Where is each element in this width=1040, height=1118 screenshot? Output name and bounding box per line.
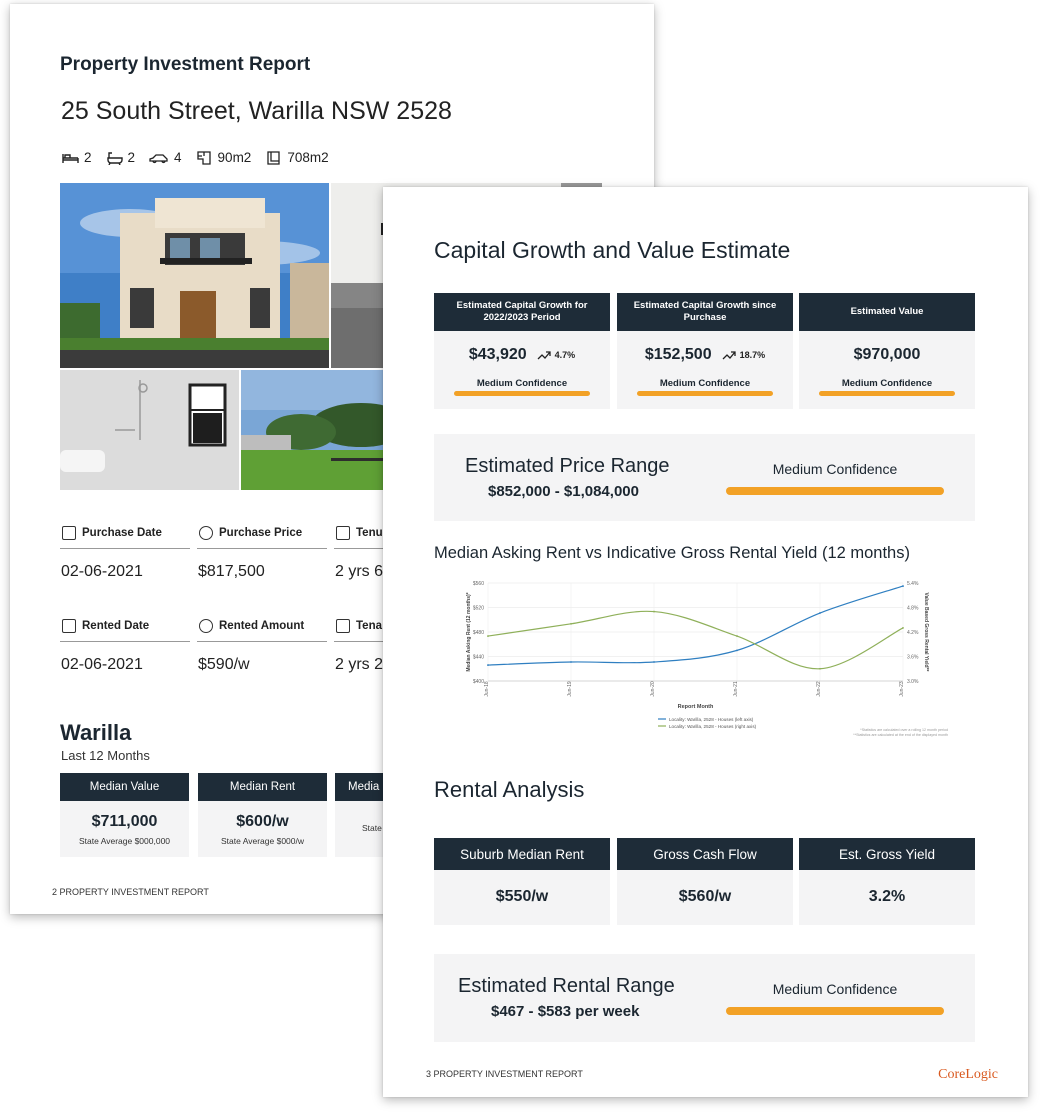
divider [197, 548, 327, 549]
card-value: $152,500 [644, 346, 712, 363]
point-yield [487, 635, 489, 637]
point-yield [819, 668, 821, 670]
series-line-yield [488, 611, 903, 668]
chart-title: Median Asking Rent vs Indicative Gross Rental Yield (12 months) [434, 544, 910, 562]
rented-amount-value: $590/w [198, 656, 250, 673]
point-rent [902, 585, 904, 587]
price-range-box [434, 434, 975, 521]
card-heading: Gross Cash Flow [617, 838, 793, 870]
median-rent-card [198, 773, 327, 857]
rented-date-value: 02-06-2021 [61, 656, 143, 673]
y-tick-label: $480 [472, 630, 484, 636]
divider [197, 641, 327, 642]
range-confidence: Medium Confidence [772, 981, 898, 997]
suburb-period: Last 12 Months [61, 748, 150, 763]
point-rent [487, 664, 489, 666]
feature-land-area: 708m2 [265, 150, 328, 165]
point-yield [736, 635, 738, 637]
card-heading: Suburb Median Rent [434, 838, 610, 870]
calendar-12-icon [336, 619, 350, 633]
suburb-median-rent-card [434, 838, 610, 925]
feature-bedrooms: 2 [62, 150, 92, 165]
point-yield [653, 611, 655, 613]
card-value: 3.2% [868, 888, 906, 905]
point-rent [819, 612, 821, 614]
card-heading: Estimated Capital Growth for 2022/2023 Period [434, 293, 610, 331]
bath-icon [106, 151, 123, 165]
card-heading: Est. Gross Yield [799, 838, 975, 870]
chart-note: *Statistics are calculated over a rolling 12 month period [860, 728, 948, 732]
stat-subtext: State Average $000/w [220, 836, 305, 846]
purchase-date-value: 02-06-2021 [61, 563, 143, 580]
feature-bathrooms: 2 [106, 150, 136, 165]
y-axis-label: Median Asking Rent (12 months)* [466, 592, 472, 672]
feature-floor-area: 90m2 [196, 150, 252, 165]
x-tick-label: Jun-18 [484, 681, 490, 697]
chart-note: **Statistics are calculated at the end of the displayed month [853, 733, 948, 737]
series-line-rent [488, 586, 903, 665]
report-page-3 [383, 187, 1028, 1097]
card-value: $560/w [678, 888, 732, 905]
corelogic-logo: CoreLogic [938, 1067, 998, 1082]
y-tick-label: $560 [472, 581, 484, 587]
tenure-label: Tenu [336, 526, 383, 540]
point-yield [570, 623, 572, 625]
gross-cash-flow-card [617, 838, 793, 925]
confidence-label: Medium Confidence [659, 378, 751, 389]
range-title: Estimated Rental Range [458, 975, 675, 997]
est-gross-yield-card [799, 838, 975, 925]
rental-range-box [434, 954, 975, 1042]
card-heading: Estimated Capital Growth since Purchase [617, 293, 793, 331]
purchase-price-value: $817,500 [198, 563, 265, 580]
x-tick-label: Jun-19 [567, 681, 573, 697]
purchase-date-label: Purchase Date [62, 526, 162, 540]
growth-percent: 18.7% [722, 350, 766, 360]
y-tick-label: $440 [472, 654, 484, 661]
dollar-circle-icon [199, 526, 213, 540]
legend-label: Locality: Warilla, 2528 - Houses (right axis) [669, 723, 757, 729]
estimated-value-card [799, 293, 975, 409]
calendar-check-icon [62, 526, 76, 540]
card-value: $43,920 [468, 346, 527, 363]
rented-amount-label: Rented Amount [199, 619, 304, 633]
x-axis-label: Report Month [677, 704, 714, 710]
confidence-label: Medium Confidence [841, 378, 933, 389]
x-tick-label: Jun-20 [650, 681, 656, 697]
y-right-tick-label: 4.8% [907, 605, 919, 612]
x-tick-label: Jun-22 [816, 681, 822, 697]
rental-analysis-title: Rental Analysis [434, 777, 585, 802]
tenancy-value: 2 yrs 2 [335, 656, 384, 673]
range-value: $852,000 - $1,084,000 [488, 483, 639, 500]
trend-up-icon [722, 351, 736, 360]
rented-date-label: Rented Date [62, 619, 149, 633]
point-yield [902, 627, 904, 629]
y-right-tick-label: 3.0% [907, 679, 919, 685]
y-right-tick-label: 3.6% [907, 654, 919, 661]
purchase-price-label: Purchase Price [199, 526, 302, 540]
tenancy-label: Tena [336, 619, 382, 633]
y-tick-label: $520 [472, 605, 484, 612]
capital-growth-title: Capital Growth and Value Estimate [434, 237, 791, 263]
land-icon [265, 151, 282, 165]
page-footer: 3 PROPERTY INVESTMENT REPORT [426, 1069, 583, 1079]
range-confidence: Medium Confidence [772, 461, 898, 477]
report-label: Property Investment Report [60, 54, 311, 75]
confidence-bar [819, 391, 955, 396]
point-rent [736, 649, 738, 651]
property-features [62, 150, 329, 165]
house-facade-photo [60, 183, 329, 368]
range-value: $467 - $583 per week [491, 1003, 640, 1020]
stat-value: $711,000 [91, 813, 158, 830]
card-heading: Estimated Value [799, 293, 975, 331]
capital-growth-since-purchase-card [617, 293, 793, 409]
capital-growth-period-card [434, 293, 610, 409]
range-title: Estimated Price Range [465, 455, 670, 477]
card-value: $970,000 [853, 346, 921, 363]
median-value-card [60, 773, 189, 857]
stat-label: Median Rent [198, 773, 327, 801]
bed-icon [62, 151, 79, 165]
stat-label: Median Value [60, 773, 189, 801]
stat-subtext: State Average $000,000 [78, 836, 171, 846]
trend-up-icon [537, 351, 551, 360]
suburb-name: Warilla [60, 720, 132, 745]
legend-label: Locality: Warilla, 2528 - Houses (left axis) [669, 716, 754, 722]
stat-subtext: State [362, 823, 382, 833]
floorplan-icon [196, 151, 213, 165]
y-right-tick-label: 5.4% [907, 581, 919, 587]
x-tick-label: Jun-21 [733, 681, 739, 697]
confidence-bar [726, 1007, 944, 1015]
page-footer: 2 PROPERTY INVESTMENT REPORT [52, 887, 209, 897]
calendar-check-icon [62, 619, 76, 633]
y-right-tick-label: 4.2% [907, 630, 919, 636]
card-value: $550/w [495, 888, 549, 905]
confidence-label: Medium Confidence [476, 378, 568, 389]
calendar-12-icon [336, 526, 350, 540]
confidence-bar [637, 391, 773, 396]
confidence-bar [454, 391, 590, 396]
rent-yield-chart [458, 575, 958, 747]
point-rent [570, 661, 572, 663]
stat-value: $600/w [236, 813, 289, 830]
property-address: 25 South Street, Warilla NSW 2528 [61, 97, 452, 125]
car-icon [149, 151, 169, 165]
point-rent [653, 661, 655, 663]
divider [60, 641, 190, 642]
x-tick-label: Jun-23 [899, 681, 905, 697]
tenure-value: 2 yrs 6 [335, 563, 384, 580]
dollar-circle-icon [199, 619, 213, 633]
growth-percent: 4.7% [537, 350, 576, 360]
y-tick-label: $400 [472, 679, 484, 685]
y-right-axis-label: Value Based Gross Rental Yield** [923, 592, 929, 672]
feature-cars: 4 [149, 150, 182, 165]
confidence-bar [726, 487, 944, 495]
stat-label: Media [335, 773, 464, 801]
divider [60, 548, 190, 549]
bathroom-photo [60, 370, 239, 490]
